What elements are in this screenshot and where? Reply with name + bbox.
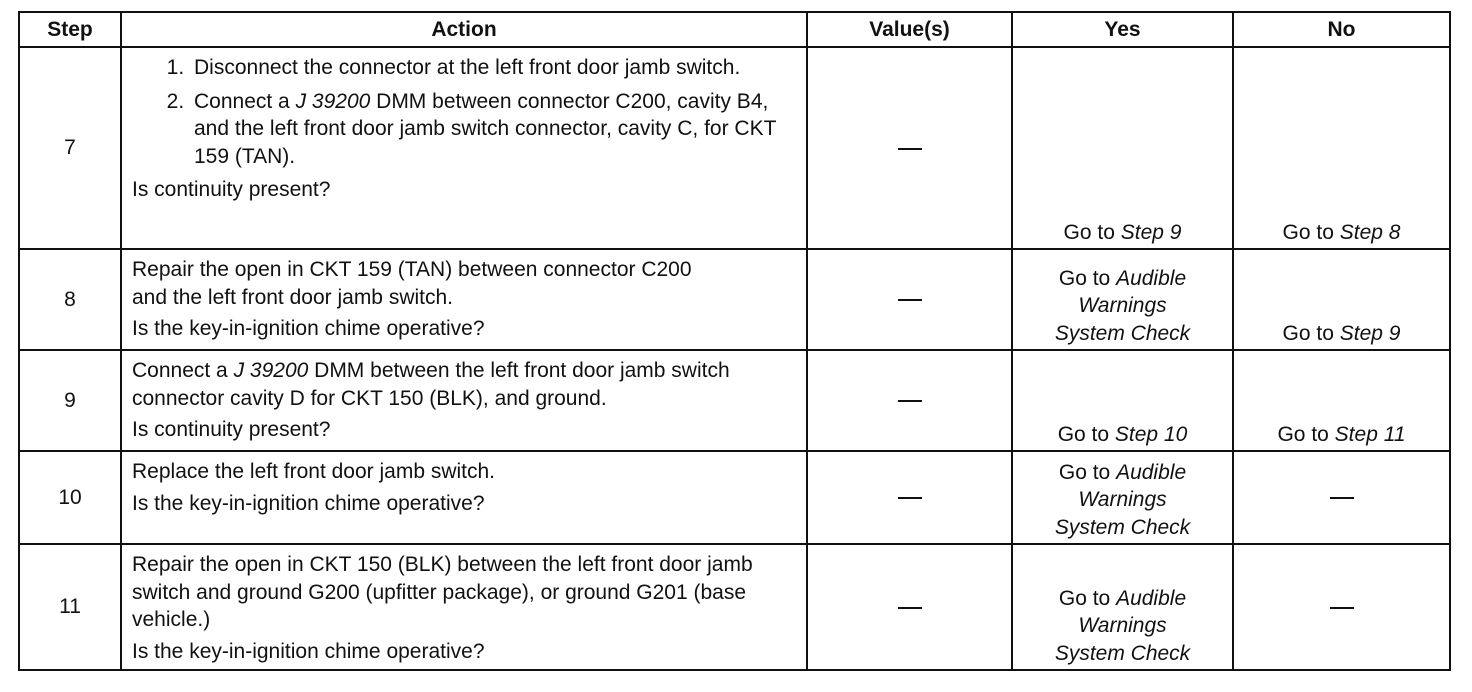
text-run: Go to [1058,586,1117,610]
action-cell [121,350,807,451]
action-text: Repair the open in CKT 150 (BLK) between the left front door jamb switch and ground G200 (upfitter package), or ground G201 (base vehicle.) [132,553,753,631]
no-cell [1233,544,1450,670]
yes-cell [1012,47,1233,249]
header-no: No [1233,12,1450,47]
question-text: Is the key-in-ignition chime operative? [132,639,485,663]
header-step: Step [19,12,121,47]
table-row [19,47,1450,249]
action-text: Repair the open in CKT 159 (TAN) between connector C200 and the left front door jamb switch. [132,258,692,309]
header-values: Value(s) [807,12,1012,47]
tool-number: J 39200 [233,359,309,382]
no-cell [1233,451,1450,544]
table-row [19,350,1450,451]
value-cell [807,350,1012,451]
value-cell [807,544,1012,670]
step-number: 9 [19,350,121,451]
action-cell [121,451,807,544]
text-run: Go to [1063,220,1121,244]
header-yes: Yes [1012,12,1233,47]
question-text: Is continuity present? [132,418,331,441]
check-link[interactable]: Audible [1116,266,1187,290]
check-link[interactable]: Audible [1116,586,1187,610]
step-link[interactable]: Step 10 [1114,422,1188,446]
check-link[interactable]: System Check [1054,515,1191,539]
check-link[interactable]: System Check [1054,641,1191,665]
table-row [19,249,1450,350]
action-cell [121,249,807,350]
action-text: Replace the left front door jamb switch. [132,460,496,483]
step-link[interactable]: Step 9 [1120,220,1182,244]
tool-number: J 39200 [295,89,371,113]
yes-cell [1012,249,1233,350]
list-item [190,88,798,171]
check-link[interactable]: System Check [1054,321,1191,345]
header-row [19,12,1450,47]
value-cell [807,451,1012,544]
action-cell [121,47,807,249]
check-link[interactable]: Warnings [1078,294,1167,317]
dash-mark [898,299,922,301]
step-number: 7 [19,47,121,249]
header-action: Action [121,12,807,47]
question-text: Is the key-in-ignition chime operative? [132,491,485,515]
dash-mark [1330,607,1354,609]
action-cell [121,544,807,670]
step-number: 10 [19,451,121,544]
text-run: Go to [1058,460,1117,484]
check-link[interactable]: Audible [1116,460,1187,484]
dash-mark [898,497,922,499]
text-run: Go to [1282,220,1340,244]
dash-mark [898,607,922,609]
text-run: DMM between the left front door jamb switch connector cavity D for CKT 150 (BLK), and ground. [132,359,730,410]
no-cell [1233,47,1450,249]
text-run: Go to [1282,321,1340,345]
text-run: Connect a [194,89,296,113]
no-cell [1233,249,1450,350]
value-cell [807,249,1012,350]
yes-cell [1012,350,1233,451]
step-number: 11 [19,544,121,670]
table-row [19,451,1450,544]
value-cell [807,47,1012,249]
check-link[interactable]: Warnings [1078,614,1167,637]
check-link[interactable]: Warnings [1078,488,1167,511]
question-text: Is the key-in-ignition chime operative? [132,317,485,340]
text-run: DMM between connector C200, cavity B4, and the left front door jamb switch connector, cavity C, for CKT 159 (TAN). [194,89,777,168]
action-list [132,54,798,170]
table-row [19,544,1450,670]
yes-cell [1012,451,1233,544]
text-run: Go to [1057,422,1115,446]
text-run: Go to [1277,422,1335,446]
text-run: Connect a [132,359,234,382]
dash-mark [898,148,922,150]
action-text [132,357,798,412]
step-link[interactable]: Step 8 [1339,220,1401,244]
list-item: 1. Disconnect the connector at the left front door jamb switch. [190,54,798,82]
text-run: Go to [1058,266,1117,290]
dash-mark [898,400,922,402]
step-link[interactable]: Step 9 [1339,321,1401,345]
question-text: Is continuity present? [132,178,331,201]
diagnostic-table [18,11,1451,671]
no-cell [1233,350,1450,451]
yes-cell [1012,544,1233,670]
step-number: 8 [19,249,121,350]
step-link[interactable]: Step 11 [1334,422,1406,446]
dash-mark [1330,497,1354,499]
